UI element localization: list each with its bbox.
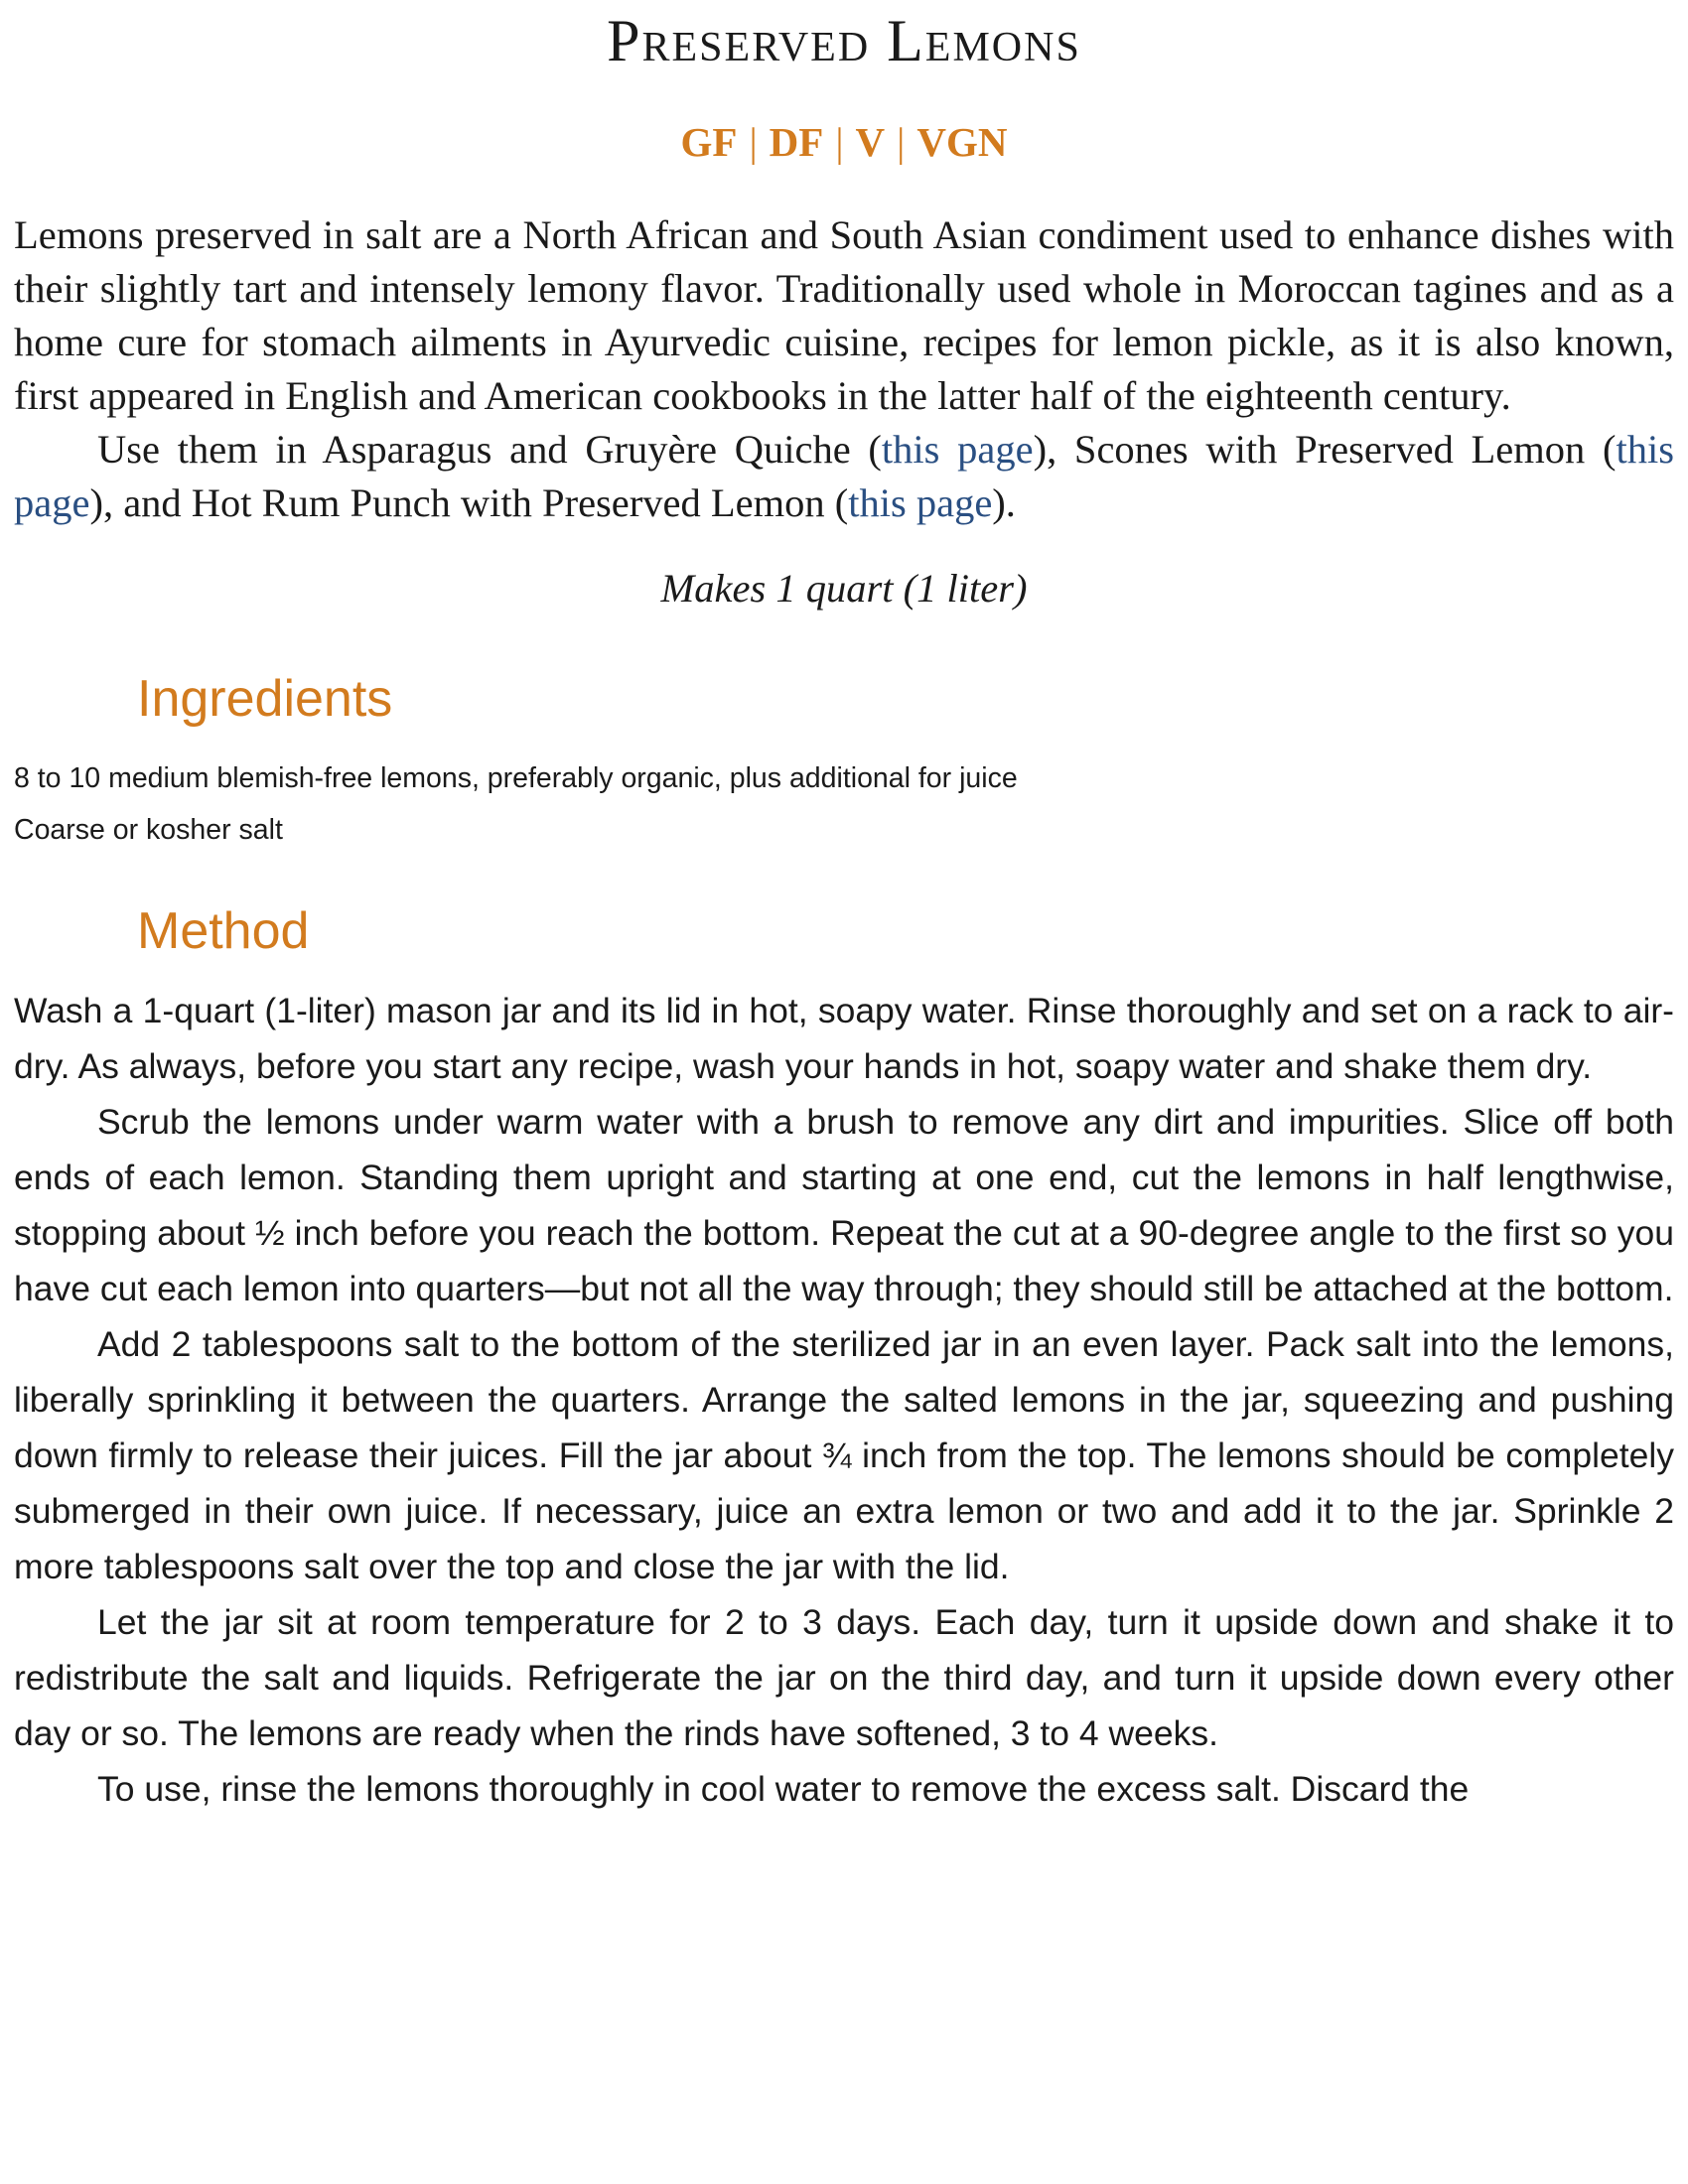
method-step: Wash a 1-quart (1-liter) mason jar and its lid in hot, soapy water. Rinse thoroughly and set on a rack to air-dry. As always, before you start any recipe, wash your hands in hot, soapy water and shake them dry. <box>14 991 1674 1086</box>
diet-tag-vgn: VGN <box>916 119 1008 165</box>
intro-text: ), Scones with Preserved Lemon ( <box>1033 427 1617 472</box>
method-steps <box>14 983 1674 1817</box>
method-step: Scrub the lemons under warm water with a brush to remove any dirt and impurities. Slice off both ends of each lemon. Standing them upright and starting at one end, cut the lemons in half lengthwise, stopping about ½ inch before you reach the bottom. Repeat the cut at a 90-degree angle to the first so you have cut each lemon into quarters—but not all the way through; they should still be attached at the bottom. <box>14 1102 1674 1308</box>
recipe-page <box>14 0 1674 1817</box>
recipe-title: Preserved Lemons <box>607 8 1081 73</box>
ingredients-list <box>14 752 1674 856</box>
diet-tags <box>14 117 1674 167</box>
quiche-page-link[interactable]: this page <box>881 427 1034 472</box>
diet-tag-v: V <box>855 119 886 165</box>
intro-text: Use them in Asparagus and Gruyère Quiche ( <box>97 427 882 472</box>
method-step: To use, rinse the lemons thoroughly in cool water to remove the excess salt. Discard the <box>97 1769 1470 1809</box>
ingredients-heading: Ingredients <box>137 670 393 728</box>
tag-separator: | <box>749 119 758 165</box>
intro-text: ). <box>992 480 1016 525</box>
method-heading: Method <box>137 902 310 960</box>
tag-separator: | <box>897 119 906 165</box>
intro-paragraph: Lemons preserved in salt are a North African and South Asian condiment used to enhance dishes with their slightly tart and intensely lemony flavor. Traditionally used whole in Moroccan tagines and as a home cure for stomach ailments in Ayurvedic cuisine, recipes for lemon pickle, as it is also known, first appeared in English and American cookbooks in the latter half of the eighteenth century. <box>14 212 1674 418</box>
intro-text: ), and Hot Rum Punch with Preserved Lemon ( <box>89 480 849 525</box>
diet-tag-gf: GF <box>680 119 738 165</box>
recipe-yield: Makes 1 quart (1 liter) <box>660 566 1028 611</box>
scones-page-link[interactable]: this page <box>14 427 1674 525</box>
ingredient-item: 8 to 10 medium blemish-free lemons, preferably organic, plus additional for juice <box>14 762 1018 794</box>
recipe-intro <box>14 208 1674 530</box>
tag-separator: | <box>835 119 844 165</box>
ingredient-item: Coarse or kosher salt <box>14 814 283 846</box>
method-step: Let the jar sit at room temperature for 2 to 3 days. Each day, turn it upside down and shake it to redistribute the salt and liquids. Refrigerate the jar on the third day, and turn it upside down every other day or so. The lemons are ready when the rinds have softened, 3 to 4 weeks. <box>14 1602 1674 1753</box>
method-step: Add 2 tablespoons salt to the bottom of the sterilized jar in an even layer. Pack salt into the lemons, liberally sprinkling it between the quarters. Arrange the salted lemons in the jar, squeezing and pushing down firmly to release their juices. Fill the jar about ¾ inch from the top. The lemons should be completely submerged in their own juice. If necessary, juice an extra lemon or two and add it to the jar. Sprinkle 2 more tablespoons salt over the top and close the jar with the lid. <box>14 1324 1674 1586</box>
intro-cross-references <box>14 423 1674 530</box>
diet-tag-df: DF <box>769 119 824 165</box>
rum-punch-page-link[interactable]: this page <box>848 480 993 525</box>
